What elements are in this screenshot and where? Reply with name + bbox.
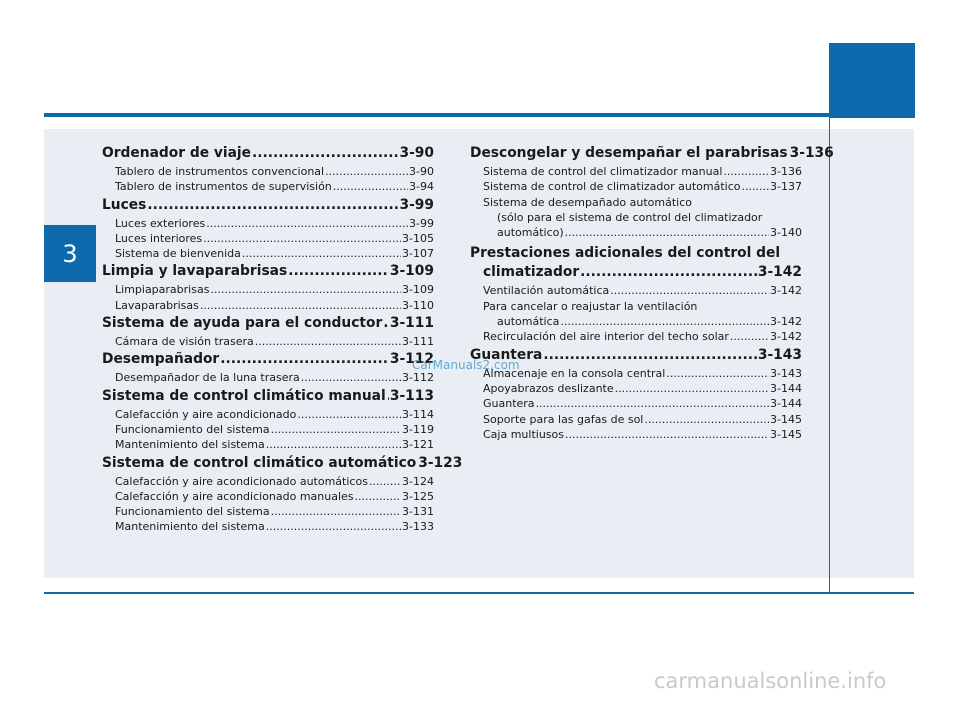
chapter-corner-tab xyxy=(829,43,915,118)
toc-entry-vent-auto[interactable]: Ventilación automática ..... 3-142 xyxy=(470,283,802,298)
toc-entry-defog-note: (sólo para el sistema de control del climatizador xyxy=(497,210,763,224)
dot-leader xyxy=(301,370,401,385)
toc-entry-extra-end[interactable]: climatizador ..... 3-142 xyxy=(470,262,802,283)
entry-page: 3-99 xyxy=(409,216,434,230)
toc-subentry[interactable] xyxy=(102,164,434,179)
dot-leader xyxy=(288,261,389,282)
bottom-rule xyxy=(44,592,914,594)
toc-subentry[interactable] xyxy=(102,474,434,489)
dot-leader xyxy=(242,246,401,261)
toc-entry-defrost-auto[interactable]: Sistema de control de climatizador automático ..... 3-137 xyxy=(470,179,802,194)
toc-subentry[interactable] xyxy=(102,282,434,297)
entry-title: Calefacción y aire acondicionado automáticos xyxy=(115,474,368,488)
entry-page: 3-133 xyxy=(402,520,434,534)
entry-title: Sistema de control climático automático xyxy=(102,454,417,471)
entry-page: 3-90 xyxy=(399,145,434,161)
entry-page: 3-109 xyxy=(402,283,434,297)
entry-title: Luces interiores xyxy=(115,231,203,245)
entry-title: Sistema de bienvenida xyxy=(115,247,241,261)
toc-section-entry[interactable] xyxy=(102,349,434,370)
entry-title: Cámara de visión trasera xyxy=(115,335,254,349)
toc-subentry[interactable] xyxy=(102,298,434,313)
entry-page: 3-124 xyxy=(402,474,434,488)
toc-subentry[interactable] xyxy=(102,519,434,534)
dot-leader xyxy=(255,334,401,349)
entry-title: Calefacción y aire acondicionado xyxy=(115,407,297,421)
entry-title: Tablero de instrumentos convencional xyxy=(115,165,325,178)
toc-subentry[interactable] xyxy=(102,437,434,452)
toc-section-entry[interactable] xyxy=(102,453,463,474)
entry-title: Calefacción y aire acondicionado manuales xyxy=(115,489,354,503)
dot-leader xyxy=(369,474,401,489)
toc-subentry[interactable] xyxy=(102,489,434,504)
dot-leader xyxy=(266,519,401,534)
dot-leader xyxy=(325,164,408,179)
dot-leader xyxy=(297,407,401,422)
toc-section-entry[interactable] xyxy=(102,261,434,282)
toc-section-entry[interactable] xyxy=(102,386,434,407)
toc-entry-cancel-end[interactable]: automática ..... 3-142 xyxy=(470,314,802,329)
entry-page: 3-114 xyxy=(402,407,434,421)
toc-entry-multibox[interactable]: Caja multiusos ..... 3-145 xyxy=(470,427,802,442)
entry-page: 3-110 xyxy=(402,298,434,312)
chapter-number-tab: 3 xyxy=(44,225,96,282)
watermark: CarManuals2.com xyxy=(412,358,520,372)
entry-page: 3-107 xyxy=(402,247,434,261)
toc-subentry[interactable] xyxy=(102,216,434,231)
toc-subentry[interactable] xyxy=(102,246,434,261)
toc-entry-glovebox-main[interactable]: Guantera ..... 3-143 xyxy=(470,345,802,366)
toc-section-entry[interactable] xyxy=(102,143,434,164)
entry-page: 3-112 xyxy=(389,351,434,368)
dot-leader xyxy=(252,143,398,164)
toc-entry-recirc[interactable]: Recirculación del aire interior del techo solar ..... 3-142 xyxy=(470,329,802,344)
toc-subentry[interactable] xyxy=(102,407,434,422)
toc-entry-glovebox[interactable]: Guantera ..... 3-144 xyxy=(470,396,802,411)
toc-subentry[interactable] xyxy=(102,422,434,437)
toc-entry-extra-title[interactable]: Prestaciones adicionales del control del xyxy=(470,245,781,262)
toc-subentry[interactable] xyxy=(102,179,434,194)
toc-subentry[interactable] xyxy=(102,370,434,385)
entry-title: Sistema de ayuda para el conductor xyxy=(102,315,383,332)
entry-page: 3-105 xyxy=(402,231,434,245)
toc-entry-defrost[interactable]: Descongelar y desempañar el parabrisas 3-136 xyxy=(470,145,834,161)
entry-page: 3-123 xyxy=(418,454,463,471)
dot-leader xyxy=(355,489,401,504)
toc-entry-cancel-title[interactable]: Para cancelar o reajustar la ventilación xyxy=(483,299,698,313)
entry-title: Lavaparabrisas xyxy=(115,298,199,312)
dot-leader xyxy=(266,437,401,452)
dot-leader xyxy=(206,216,408,231)
dot-leader xyxy=(333,179,408,194)
entry-title: Tablero de instrumentos de supervisión xyxy=(115,180,332,194)
entry-page: 3-99 xyxy=(399,196,434,213)
dot-leader xyxy=(387,386,389,407)
dot-leader xyxy=(203,231,401,246)
entry-page: 3-121 xyxy=(402,438,434,452)
entry-page: 3-112 xyxy=(402,371,434,385)
entry-title: Mantenimiento del sistema xyxy=(115,438,265,452)
toc-entry-armrest[interactable]: Apoyabrazos deslizante ..... 3-144 xyxy=(470,381,802,396)
toc-entry-sunglass[interactable]: Soporte para las gafas de sol ..... 3-145 xyxy=(470,412,802,427)
entry-title: Funcionamiento del sistema xyxy=(115,505,270,519)
toc-right-column xyxy=(470,143,834,442)
dot-leader xyxy=(200,298,401,313)
toc-entry-storage[interactable]: Almacenaje en la consola central ..... 3-143 xyxy=(470,366,802,381)
entry-page: 3-109 xyxy=(389,263,434,280)
dot-leader xyxy=(271,504,401,519)
toc-subentry[interactable] xyxy=(102,231,434,246)
toc-entry-defrost-manual[interactable]: Sistema de control del climatizador manual ..... 3-136 xyxy=(470,164,802,179)
entry-title: Desempañador de la luna trasera xyxy=(115,371,300,385)
entry-page: 3-131 xyxy=(402,505,434,519)
entry-title: Desempañador xyxy=(102,351,220,368)
dot-leader xyxy=(210,282,401,297)
entry-page: 3-119 xyxy=(402,422,434,436)
entry-title: Luces exteriores xyxy=(115,216,206,230)
entry-page: 3-113 xyxy=(389,387,434,404)
entry-page: 3-90 xyxy=(409,165,434,178)
entry-title: Sistema de control climático manual xyxy=(102,387,386,404)
toc-entry-defog-end[interactable]: automático) ..... 3-140 xyxy=(470,225,802,240)
top-rule xyxy=(44,113,830,117)
vertical-rule xyxy=(829,118,830,593)
entry-title: Mantenimiento del sistema xyxy=(115,520,265,534)
footer-site-mark: carmanualsonline.info xyxy=(654,669,887,693)
entry-page: 3-125 xyxy=(402,489,434,503)
toc-section-entry[interactable] xyxy=(102,195,434,216)
entry-title: Limpia y lavaparabrisas xyxy=(102,263,288,280)
dot-leader xyxy=(271,422,401,437)
entry-title: Funcionamiento del sistema xyxy=(115,422,270,436)
toc-entry-defog-title[interactable]: Sistema de desempañado automático xyxy=(483,195,693,209)
dot-leader xyxy=(383,313,389,334)
entry-page: 3-111 xyxy=(389,315,434,332)
entry-page: 3-94 xyxy=(409,180,434,194)
toc-left-column xyxy=(102,143,463,535)
toc-section-entry[interactable] xyxy=(102,313,434,334)
dot-leader xyxy=(147,195,398,216)
entry-title: Ordenador de viaje xyxy=(102,145,252,161)
entry-page: 3-111 xyxy=(402,335,434,349)
toc-subentry[interactable] xyxy=(102,334,434,349)
entry-title: Luces xyxy=(102,196,147,213)
toc-subentry[interactable] xyxy=(102,504,434,519)
entry-title: Limpiaparabrisas xyxy=(115,283,210,297)
dot-leader xyxy=(220,349,389,370)
